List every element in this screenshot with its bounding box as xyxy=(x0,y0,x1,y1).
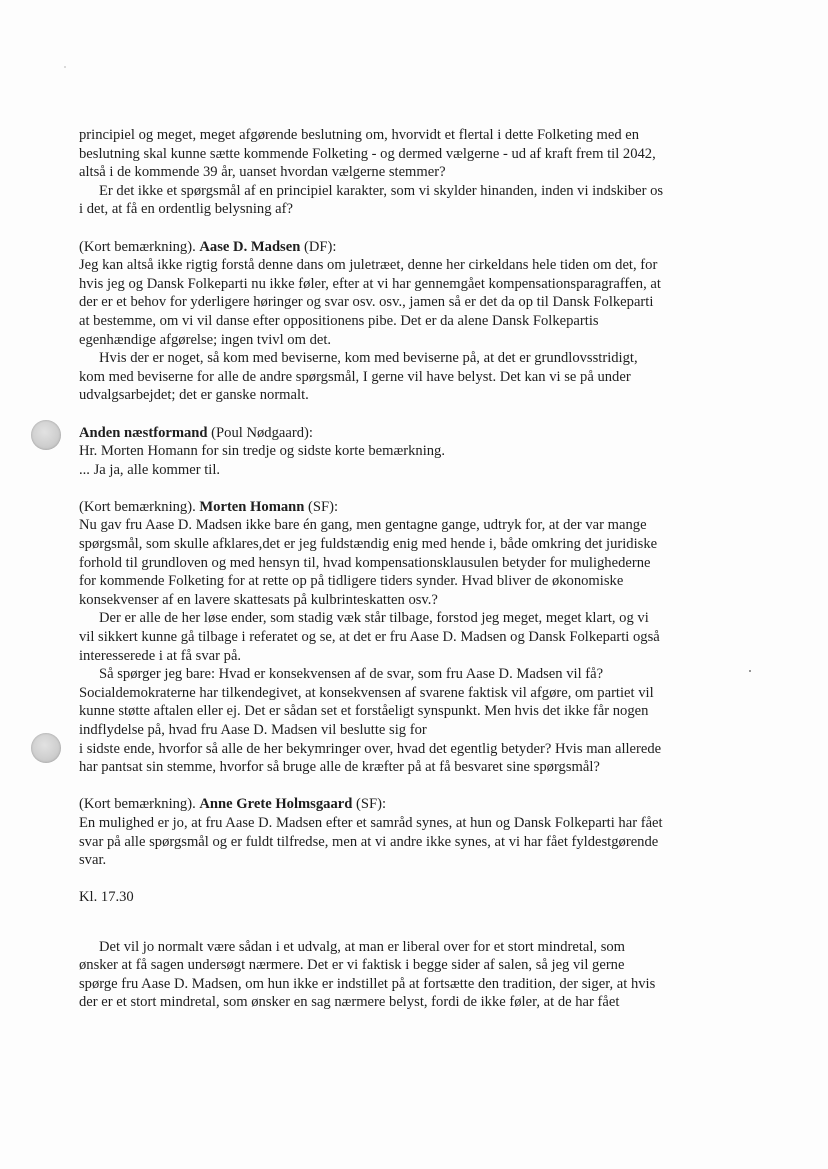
text-line: principiel og meget, meget afgørende beslutning om, hvorvidt et flertal i dette Folketing med en xyxy=(79,127,640,143)
text-line: i det, at få en ordentlig belysning af? xyxy=(79,201,293,218)
text-line: Hr. Morten Homann for sin tredje og sidste korte bemærkning. xyxy=(79,443,445,460)
text-line: Det vil jo normalt være sådan i et udvalg, at man er liberal over for et stort mindretal, som xyxy=(99,938,626,955)
time-marker: Kl. 17.30 xyxy=(79,889,134,906)
text-line: udvalgsarbejdet; det er ganske normalt. xyxy=(79,387,309,404)
speech-chair xyxy=(79,424,759,480)
text-line: der er et stort mindretal, som ønsker en sag nærmere belyst, fordi de ikke føler, at de har fået xyxy=(79,994,620,1011)
punch-hole xyxy=(31,733,61,763)
text-line: indflydelse på, hvad fru Aase D. Madsen vil beslutte sig for xyxy=(79,722,427,738)
text-line: hvis jeg og Dansk Folkeparti nu ikke føler, efter at vi har gennemgået kompensationsparagraffen, at xyxy=(79,275,661,292)
text-line: forhold til grundloven og med hensyn til, hvad kompensationsklausulen betyder for mulighederne xyxy=(79,554,651,571)
speaker-name: Anden næstformand xyxy=(79,424,208,441)
scan-speck xyxy=(64,66,66,68)
speaker-heading xyxy=(79,424,759,443)
party-suffix: (DF): xyxy=(300,238,337,255)
text-line: ... Ja ja, alle kommer til. xyxy=(79,461,221,478)
remark-prefix: (Kort bemærkning). xyxy=(79,238,200,255)
party-suffix: (SF): xyxy=(352,796,386,813)
speaker-heading xyxy=(79,238,759,257)
text-line: beslutning skal kunne sætte kommende Folketing - og dermed vælgerne - ud af kraft frem til 2042, xyxy=(79,145,656,162)
text-line: Nu gav fru Aase D. Madsen ikke bare én gang, men gentagne gange, udtryk for, at der var mange xyxy=(79,517,647,534)
text-line: Socialdemokraterne har tilkendegivet, at konsekvensen af svarene faktisk vil afgøre, om partiet vil xyxy=(79,684,654,701)
remark-prefix: (Kort bemærkning). xyxy=(79,796,200,813)
text-line: spørge fru Aase D. Madsen, om hun ikke er indstillet på at fortsætte den tradition, der siger, at hvis xyxy=(79,975,656,992)
speaker-heading xyxy=(79,498,759,517)
speaker-name: Morten Homann xyxy=(199,498,305,515)
text-line: har pantsat sin stemme, hvorfor så bruge alle de kræfter på at få besvaret sine spørgsmål? xyxy=(79,759,600,776)
speaker-suffix: (Poul Nødgaard): xyxy=(207,424,313,441)
speech-holmsgaard xyxy=(79,795,759,869)
paragraph-continuation xyxy=(79,938,759,1012)
paragraph-continued xyxy=(79,126,759,219)
text-line: altså i de kommende 39 år, uanset hvordan vælgerne stemmer? xyxy=(79,164,446,181)
text-line: der er et behov for yderligere høringer og svar osv. osv., jamen så er det da op til Dansk Folkeparti xyxy=(79,294,654,311)
text-line: ønsker at få sagen undersøgt nærmere. Det er vi faktisk i begge sider af salen, så jeg vil gerne xyxy=(79,957,625,974)
text-line: i sidste ende, hvorfor så alle de her bekymringer over, hvad det egentlig betyder? Hvis man allerede xyxy=(79,740,662,757)
party-suffix: (SF): xyxy=(304,498,339,515)
text-line: spørgsmål, som skulle afklares,det er jeg fuldstændig enig med hende i, både omkring det juridiske xyxy=(79,536,658,553)
text-line: svar. xyxy=(79,852,107,869)
speaker-name: Anne Grete Holmsgaard xyxy=(199,796,353,813)
text-line: Der er alle de her løse ender, som stadig væk står tilbage, forstod jeg meget, meget klart, og vi xyxy=(99,610,649,627)
text-line: vil sikkert kunne gå tilbage i referatet og se, at det er fru Aase D. Madsen og Dansk Folkeparti også xyxy=(79,629,660,646)
transcript-text xyxy=(79,126,759,1012)
text-line: Hvis der er noget, så kom med beviserne, kom med beviserne på, at det er grundlovsstridigt, xyxy=(99,350,638,367)
text-line: kom med beviserne for alle de andre spørgsmål, I gerne vil have belyst. Det kan vi se på under xyxy=(79,368,631,385)
text-line: egenhændige afgørelse; ingen tvivl om det. xyxy=(79,331,332,348)
speaker-name: Aase D. Madsen xyxy=(199,238,301,255)
text-line: kunne støtte aftalen eller ej. Det er sådan set et forståeligt synspunkt. Men hvis det ikke får nogen xyxy=(79,703,649,720)
text-line: Er det ikke et spørgsmål af en principiel karakter, som vi skylder hinanden, inden vi indskiber os xyxy=(99,182,664,199)
text-line: svar på alle spørgsmål og er fuldt tilfredse, men at vi andre ikke synes, at vi har fået fyldestgørende xyxy=(79,833,659,850)
text-line: En mulighed er jo, at fru Aase D. Madsen efter et samråd synes, at hun og Dansk Folkeparti har fået xyxy=(79,814,663,831)
text-line: Så spørger jeg bare: Hvad er konsekvensen af de svar, som fru Aase D. Madsen vil få? xyxy=(99,666,604,683)
text-line: interesserede i at få svar på. xyxy=(79,647,242,664)
speech-homann xyxy=(79,498,759,777)
text-line: for kommende Folketing for at rette op på tidligere tiders synder. Hvad bliver de økonomiske xyxy=(79,573,624,590)
text-line: konsekvenser af en lavere skattesats på kulbrinteskatten osv.? xyxy=(79,591,438,608)
text-line: at bestemme, om vi vil danse efter oppositionens pibe. Det er da alene Dansk Folkepartis xyxy=(79,312,599,329)
speech-madsen xyxy=(79,238,759,405)
text-line: Jeg kan altså ikke rigtig forstå denne dans om juletræet, denne her cirkeldans hele tiden om det, for xyxy=(79,257,658,274)
remark-prefix: (Kort bemærkning). xyxy=(79,498,200,515)
speaker-heading xyxy=(79,795,759,814)
punch-hole xyxy=(31,420,61,450)
